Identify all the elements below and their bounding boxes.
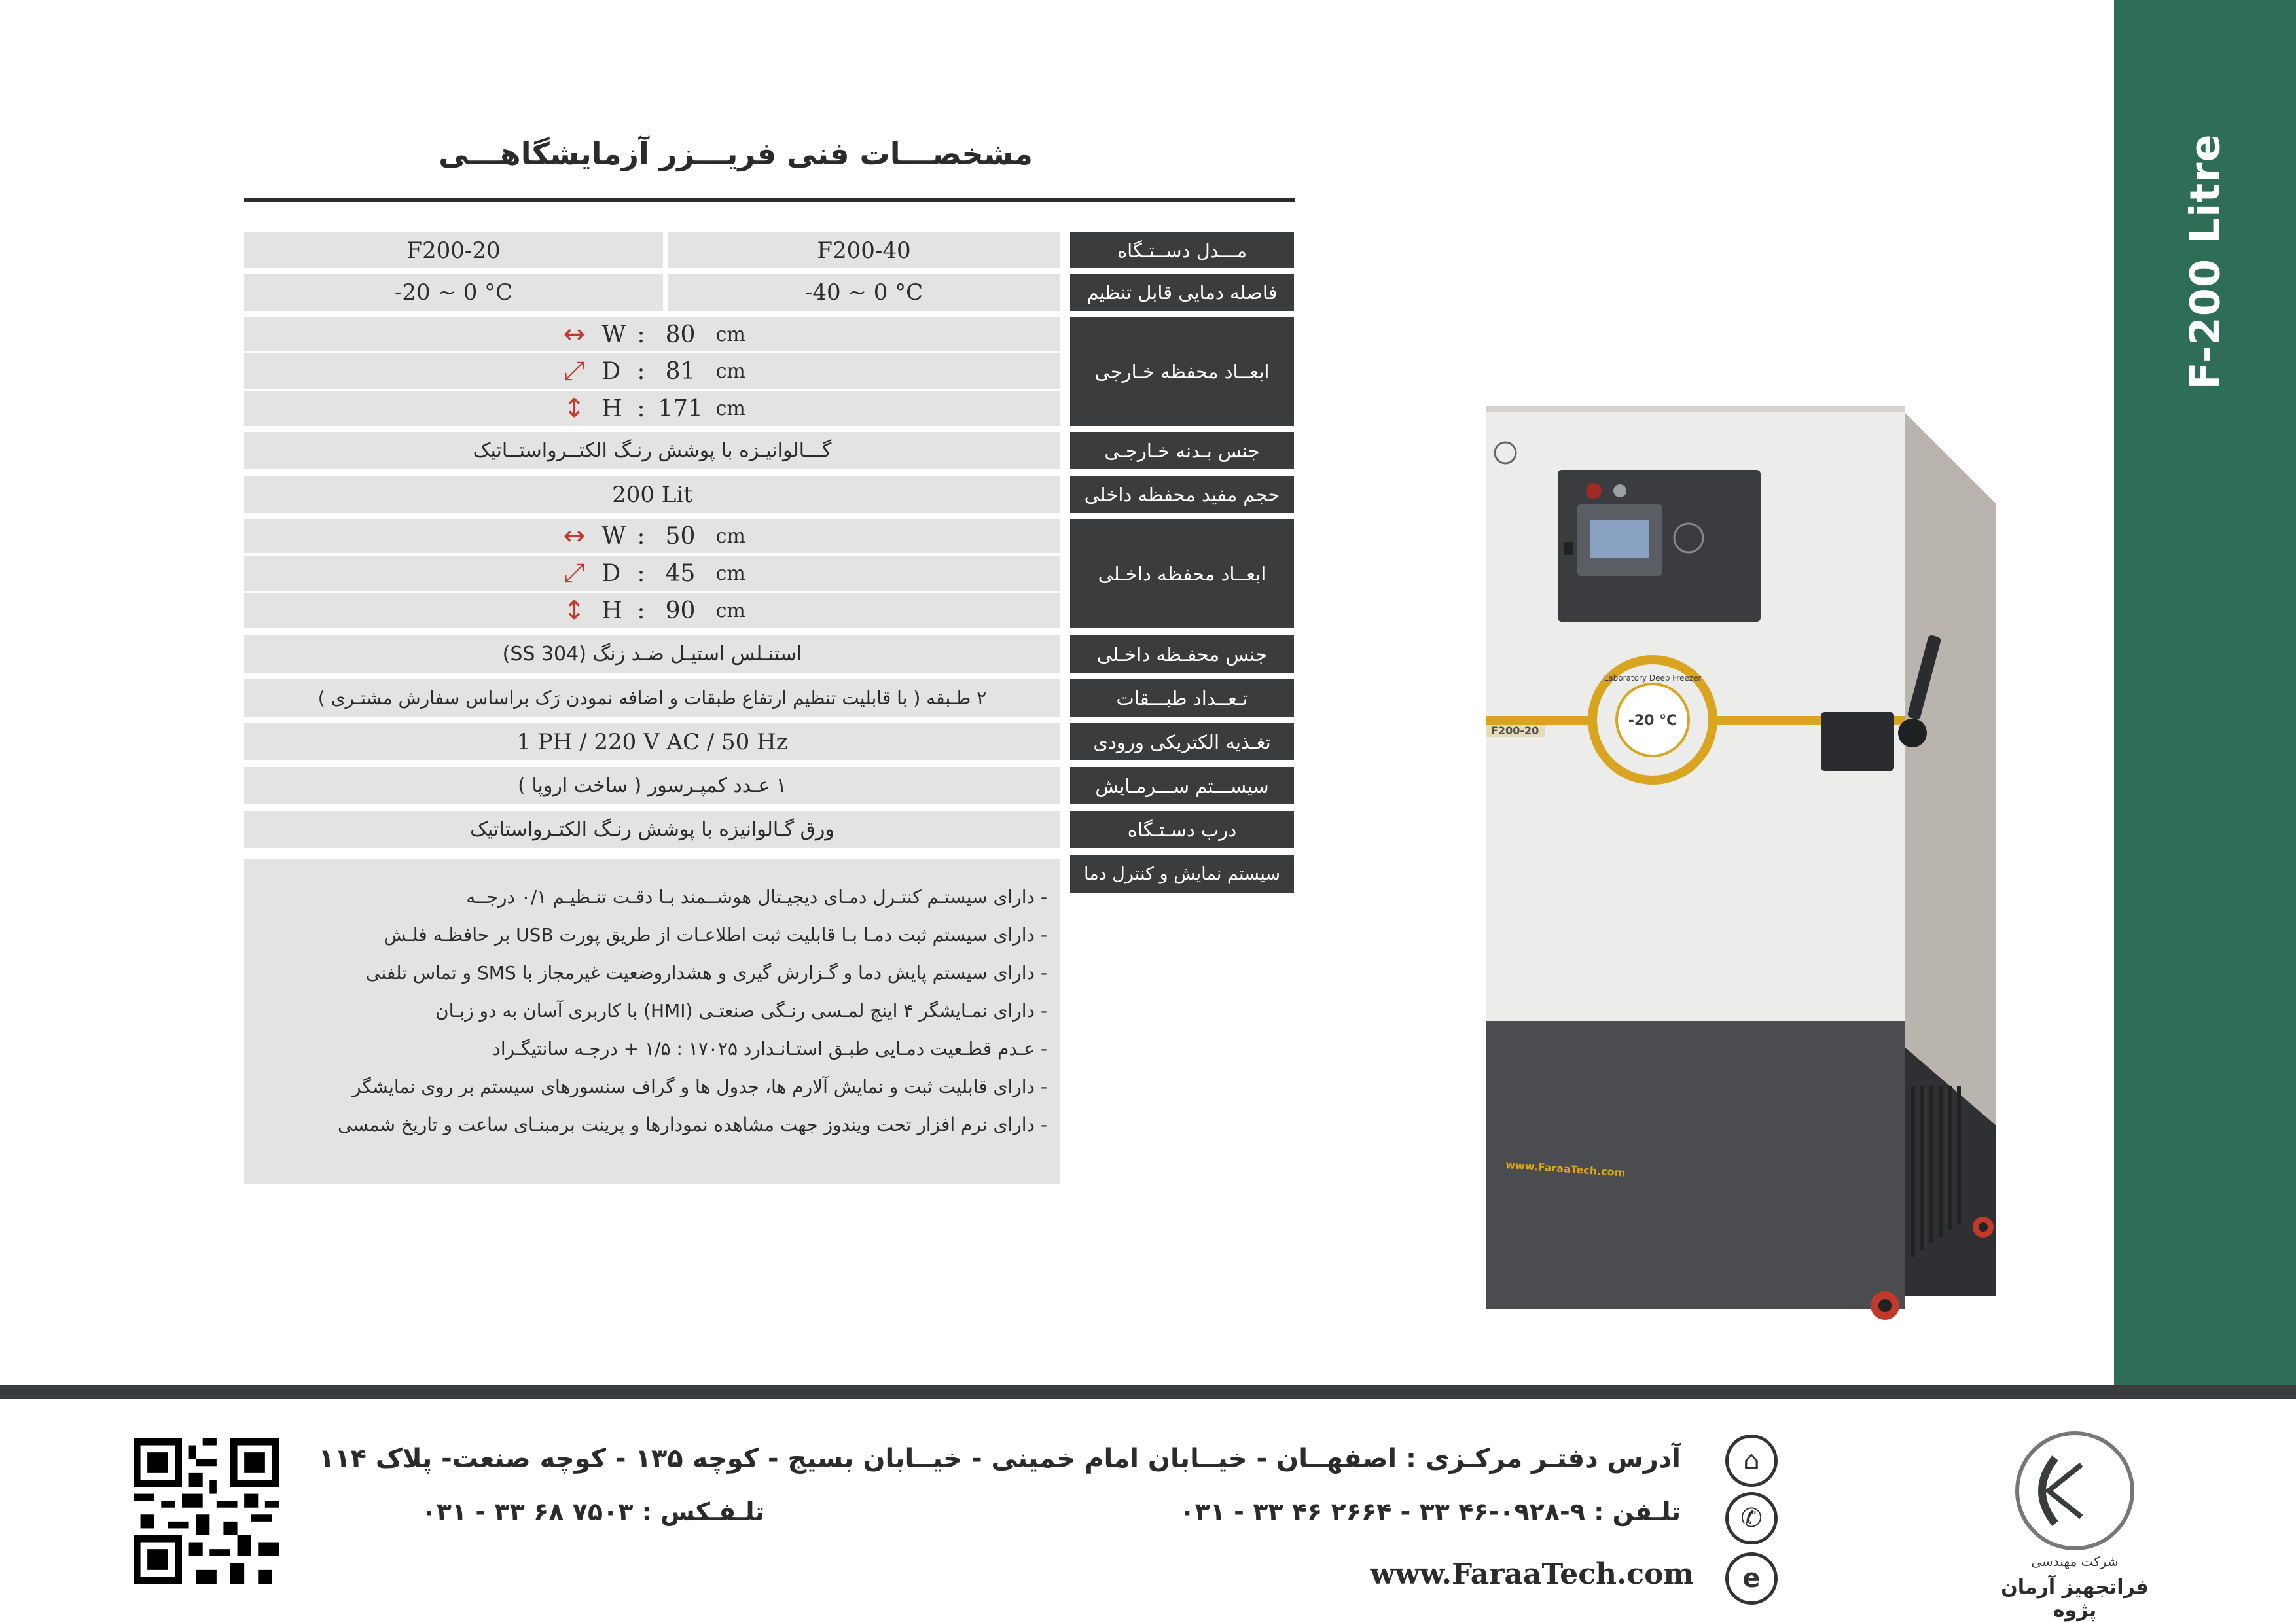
web-icon: e	[1725, 1552, 1778, 1605]
height-arrow-icon: ↕	[563, 393, 586, 423]
depth-arrow-icon: ⤢	[564, 558, 585, 588]
display-features	[244, 859, 1060, 1184]
phone-icon: ✆	[1725, 1492, 1778, 1544]
product-image	[1486, 393, 2009, 1322]
feature-item: - عـدم قطـعیت دمـایی طبـق استـانـدارد ۱۷۰۲۵ : ۱/۵ + درجـه سانتیگـراد	[492, 1038, 1047, 1060]
page-title: مشخصـــات فنی فریـــزر آزمایشگاهـــی	[439, 136, 1033, 171]
label-cooling: سیســـتم ســـرمـایش	[1070, 767, 1294, 804]
feature-item: - دارای نمـایشگر ۴ اینچ لمـسی رنـگی صنعتـی (HMI) با کاربری آسان به دو زبـان	[435, 1000, 1047, 1022]
label-shelves: تـعــداد طبـــقات	[1070, 679, 1294, 717]
footer	[0, 1399, 2296, 1623]
base-url: www.FaraaTech.com	[1505, 1158, 1626, 1179]
fax-text: تلـفـکس : ۷۵۰۳ ۶۸ ۳۳ - ۰۳۱	[421, 1497, 764, 1526]
badge-temp: -20 °C	[1628, 713, 1677, 729]
volume-value: 200 Lit	[244, 476, 1060, 513]
inner-dim-row: ↕ H : 90 cm	[244, 593, 1060, 628]
feature-item: - دارای سیستم ثبت دمـا بـا قابلیت ثبت اطلاعـات از طریق پورت USB بر حافظـه فلـش	[384, 924, 1047, 946]
width-arrow-icon: ↔	[563, 521, 586, 551]
phone-text: تلـفن : ۹-۰۹۲۸-۴۶ ۳۳ - ۲۶۶۴ ۴۶ ۳۳ - ۰۳۱	[1179, 1497, 1681, 1526]
cooling-value: ۱ عـدد کمپـرسور ( ساخت اروپا )	[244, 767, 1060, 804]
label-outer-dims: ابعــاد محفظه خـارجی	[1070, 317, 1294, 426]
label-body-material: جنس بـدنه خـارجـی	[1070, 432, 1294, 469]
model-col2: F200-20	[244, 232, 663, 268]
badge-arc: Laboratory Deep Freezer	[1604, 673, 1702, 683]
label-power: تغـذیه الکتریکی ورودی	[1070, 723, 1294, 760]
label-model: مـــدل دســتـگاه	[1070, 232, 1294, 268]
temp-col1: -40 ~ 0 °C	[668, 274, 1060, 311]
label-door: درب دسـتـگاه	[1070, 811, 1294, 848]
inner-dim-row: ⤢ D : 45 cm	[244, 556, 1060, 591]
company-logo	[1983, 1419, 2166, 1622]
feature-item: - دارای قابلیت ثبت و نمایش آلارم ها، جدول ها و گراف سنسورهای سیستم بر روی نمایشگر	[352, 1076, 1047, 1097]
label-display: سیستم نمایش و کنترل دما	[1070, 855, 1294, 893]
label-volume: حجم مفید محفظه داخلی	[1070, 476, 1294, 513]
model-col1: F200-40	[668, 232, 1060, 268]
depth-arrow-icon: ⤢	[564, 356, 585, 386]
outer-dim-row: ⤢ D : 81 cm	[244, 353, 1060, 389]
model-plate: F200-20	[1491, 724, 1539, 737]
door-value: ورق گـالوانیزه با پوشش رنـگ الکتـرواستاتیک	[244, 811, 1060, 848]
title-rule	[244, 198, 1295, 202]
home-icon: ⌂	[1725, 1435, 1778, 1487]
label-inner-dims: ابعــاد محفظه داخـلی	[1070, 519, 1294, 628]
inner-dim-row: ↔ W : 50 cm	[244, 519, 1060, 553]
label-inner-material: جنس محفـظه داخـلی	[1070, 635, 1294, 673]
shelves-value: ۲ طـبقه ( با قابلیت تنظیم ارتفاع طبقات و اضافه نمودن رَک براساس سفارش مشتـری )	[244, 679, 1060, 717]
feature-item: - دارای سیستـم کنتـرل دمـای دیجیـتال هوشــمند بـا دقـت تنـظیـم ۰/۱ درجــه	[466, 886, 1047, 908]
address-text: آدرس دفتـر مرکـزی : اصفهــان - خیــابان امام خمینی - خیــابان بسیج - کوچه ۱۳۵ - کوچه صنعت- پلاک ۱۱۴	[318, 1444, 1681, 1474]
inner-material-value: استنـلس استیـل ضـد زنگ (SS 304)	[244, 635, 1060, 673]
power-value: 1 PH / 220 V AC / 50 Hz	[244, 723, 1060, 760]
footer-band	[0, 1385, 2296, 1399]
outer-dim-row: ↕ H : 171 cm	[244, 391, 1060, 426]
side-label: F-200 Litre	[2181, 134, 2229, 390]
qr-code	[134, 1438, 279, 1584]
body-material-value: گـــالوانیـزه با پوشش رنـگ الکتــرواستــاتیک	[244, 432, 1060, 469]
height-arrow-icon: ↕	[563, 596, 586, 626]
width-arrow-icon: ↔	[563, 319, 586, 349]
website-link[interactable]: www.FaraaTech.com	[1370, 1558, 1694, 1591]
company-name: فراتجهیز آرمان پژوه	[2001, 1576, 2149, 1622]
company-small: شرکت مهندسی	[2031, 1554, 2119, 1569]
outer-dim-row: ↔ W : 80 cm	[244, 317, 1060, 351]
feature-item: - دارای سیستم پایش دما و گـزارش گیری و هشداروضعیت غیرمجاز با SMS و تماس تلفنی	[366, 962, 1047, 984]
temp-col2: -20 ~ 0 °C	[244, 274, 663, 311]
feature-item: - دارای نرم افزار تحت ویندوز جهت مشاهده نمودارها و پرینت برمبنـای ساعت و تاریخ شمسی	[338, 1114, 1047, 1135]
label-temp-range: فاصله دمایی قابل تنظیم	[1070, 274, 1294, 311]
